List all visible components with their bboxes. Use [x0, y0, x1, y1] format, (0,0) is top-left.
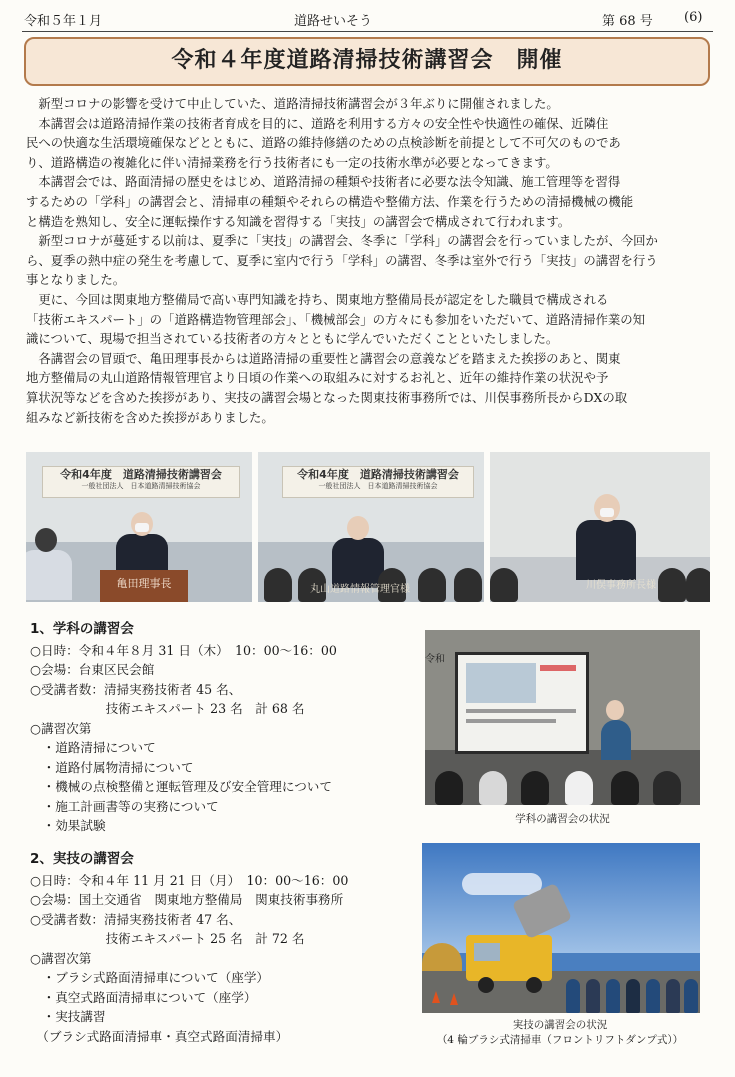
projector-screen: [455, 652, 589, 754]
header-publication: 道路せいそう: [294, 14, 373, 29]
section-line: ・真空式路面清掃車について（座学）: [30, 989, 257, 1005]
section-line: 技術エキスパート 23 名 計 68 名: [30, 701, 305, 716]
section-line: ○受講者数：清掃実務技術者 47 名、: [30, 911, 242, 927]
paragraph-2: 本講習会は道路清掃作業の技術者育成を目的に、道路を利用する方々の安全性や快適性の確保、近隣住 民への快適な生活環境確保などとともに、道路の維持修繕のための点検診断を前提として不可欠のものであ り、道路構造の複雑化に伴い清掃業務を行う技術者にも一定の技術水準が必要となってきます。: [26, 115, 621, 170]
photo-sign: 令和4年度 道路清掃技術講習会 一般社団法人 日本道路清掃技術協会: [42, 466, 240, 498]
section-line: ・道路付属物清掃について: [30, 759, 194, 775]
section-title: 2、実技の講習会: [30, 851, 134, 867]
section-line: ・実技講習: [30, 1009, 106, 1024]
section-line: ○会場：国土交通省 関東地方整備局 関東技術事務所: [30, 892, 344, 907]
paragraph-6: 各講習会の冒頭で、亀田理事長からは道路清掃の重要性と講習会の意義などを踏まえた挨拶のあと、関東 地方整備局の丸山道路情報管理官より日頃の作業への取組みに対するお礼と、近年の維持作業の状況や予 算状況等などを含めた挨拶があり、実技の講習会場となった関東技術事務所では、川俣事務所長からDXの取 組みなど新技術を含めた挨拶がありました。: [26, 350, 628, 425]
section-line: ・効果試験: [30, 818, 106, 833]
photo-chairman-speech: [26, 452, 252, 602]
photo-sweeper-demo: [422, 843, 700, 1013]
header-page: (6): [684, 10, 703, 25]
section-line: （ブラシ式路面清掃車・真空式路面清掃車）: [30, 1028, 289, 1044]
section-line: ○日時：令和４年 11 月 21 日（月） 10：00～16：00: [30, 872, 349, 888]
photo-sign: 令和4年度 道路清掃技術講習会 一般社団法人 日本道路清掃技術協会: [282, 466, 474, 498]
paragraph-1: 新型コロナの影響を受けて中止していた、道路清掃技術講習会が３年ぶりに開催されました。: [38, 96, 559, 111]
section-line: ・機械の点検整備と運転管理及び安全管理について: [30, 779, 332, 794]
podium-label: 亀田理事長: [100, 570, 188, 602]
page-title: 令和４年度道路清掃技術講習会 開催: [24, 37, 710, 86]
paragraph-3: 本講習会では、路面清掃の歴史をはじめ、道路清掃の種類や技術者に必要な法令知識、施工管理等を習得 するための「学科」の講習会と、清掃車の種類やそれらの構造や整備方法、作業を行うための清掃機械の機能 と構造を熟知し、安全に運転操作する知識を習得する「実技」の講習会で構成されて行われます。: [26, 174, 634, 229]
section-line: 技術エキスパート 25 名 計 72 名: [30, 931, 305, 946]
article-body: [26, 94, 710, 427]
caption-classroom: 学科の講習会の状況: [515, 813, 610, 825]
section-title: 1、学科の講習会: [30, 621, 134, 637]
header-rule: [22, 31, 713, 32]
page-header: [24, 8, 711, 30]
section-line: ○講習次第: [30, 720, 92, 736]
header-issue: 第 68 号: [602, 14, 653, 29]
section-line: ・道路清掃について: [30, 740, 156, 755]
photo-caption: 丸山道路情報管理官様: [310, 584, 410, 595]
wall-sign: 令和: [425, 654, 445, 665]
caption-line-2: （4 輪ブラシ式清掃車（フロントリフトダンプ式））: [436, 1034, 684, 1046]
section-line: ○日時：令和４年８月 31 日（木） 10：00～16：00: [30, 642, 337, 658]
photo-official-speech: [258, 452, 484, 602]
paragraph-5: 更に、今回は関東地方整備局で高い専門知識を持ち、関東地方整備局長が認定をした職員で構成される 「技術エキスパート」の「道路構造物管理部会」、「機械部会」の方々にも参加をいただいて、道路清掃作業の知 識について、現場で担当されている技術者の方々とともに学んでいただくことといたしました。: [26, 291, 646, 347]
photo-director-speech: [490, 452, 710, 602]
caption-practical: [410, 1018, 710, 1048]
section-classroom: [30, 620, 420, 836]
section-line: ・施工計画書等の実務について: [30, 798, 219, 814]
caption-line-1: 実技の講習会の状況: [512, 1019, 608, 1031]
section-line: ○講習次第: [30, 950, 92, 966]
section-line: ○受講者数：清掃実務技術者 45 名、: [30, 681, 242, 697]
section-line: ・ブラシ式路面清掃車について（座学）: [30, 970, 270, 985]
header-date: 令和５年１月: [24, 14, 103, 29]
photo-caption: 川俣事務所長様: [586, 580, 656, 591]
section-practical: [30, 850, 420, 1046]
section-line: ○会場：台東区民会館: [30, 662, 155, 677]
photo-classroom-lecture: [425, 630, 700, 805]
paragraph-4: 新型コロナが蔓延する以前は、夏季に「実技」の講習会、冬季に「学科」の講習会を行っていましたが、今回か ら、夏季の熱中症の発生を考慮して、夏季に室内で行う「学科」の講習、冬季は室外で行う「実技」の講習を行う 事となりました。: [26, 233, 658, 288]
